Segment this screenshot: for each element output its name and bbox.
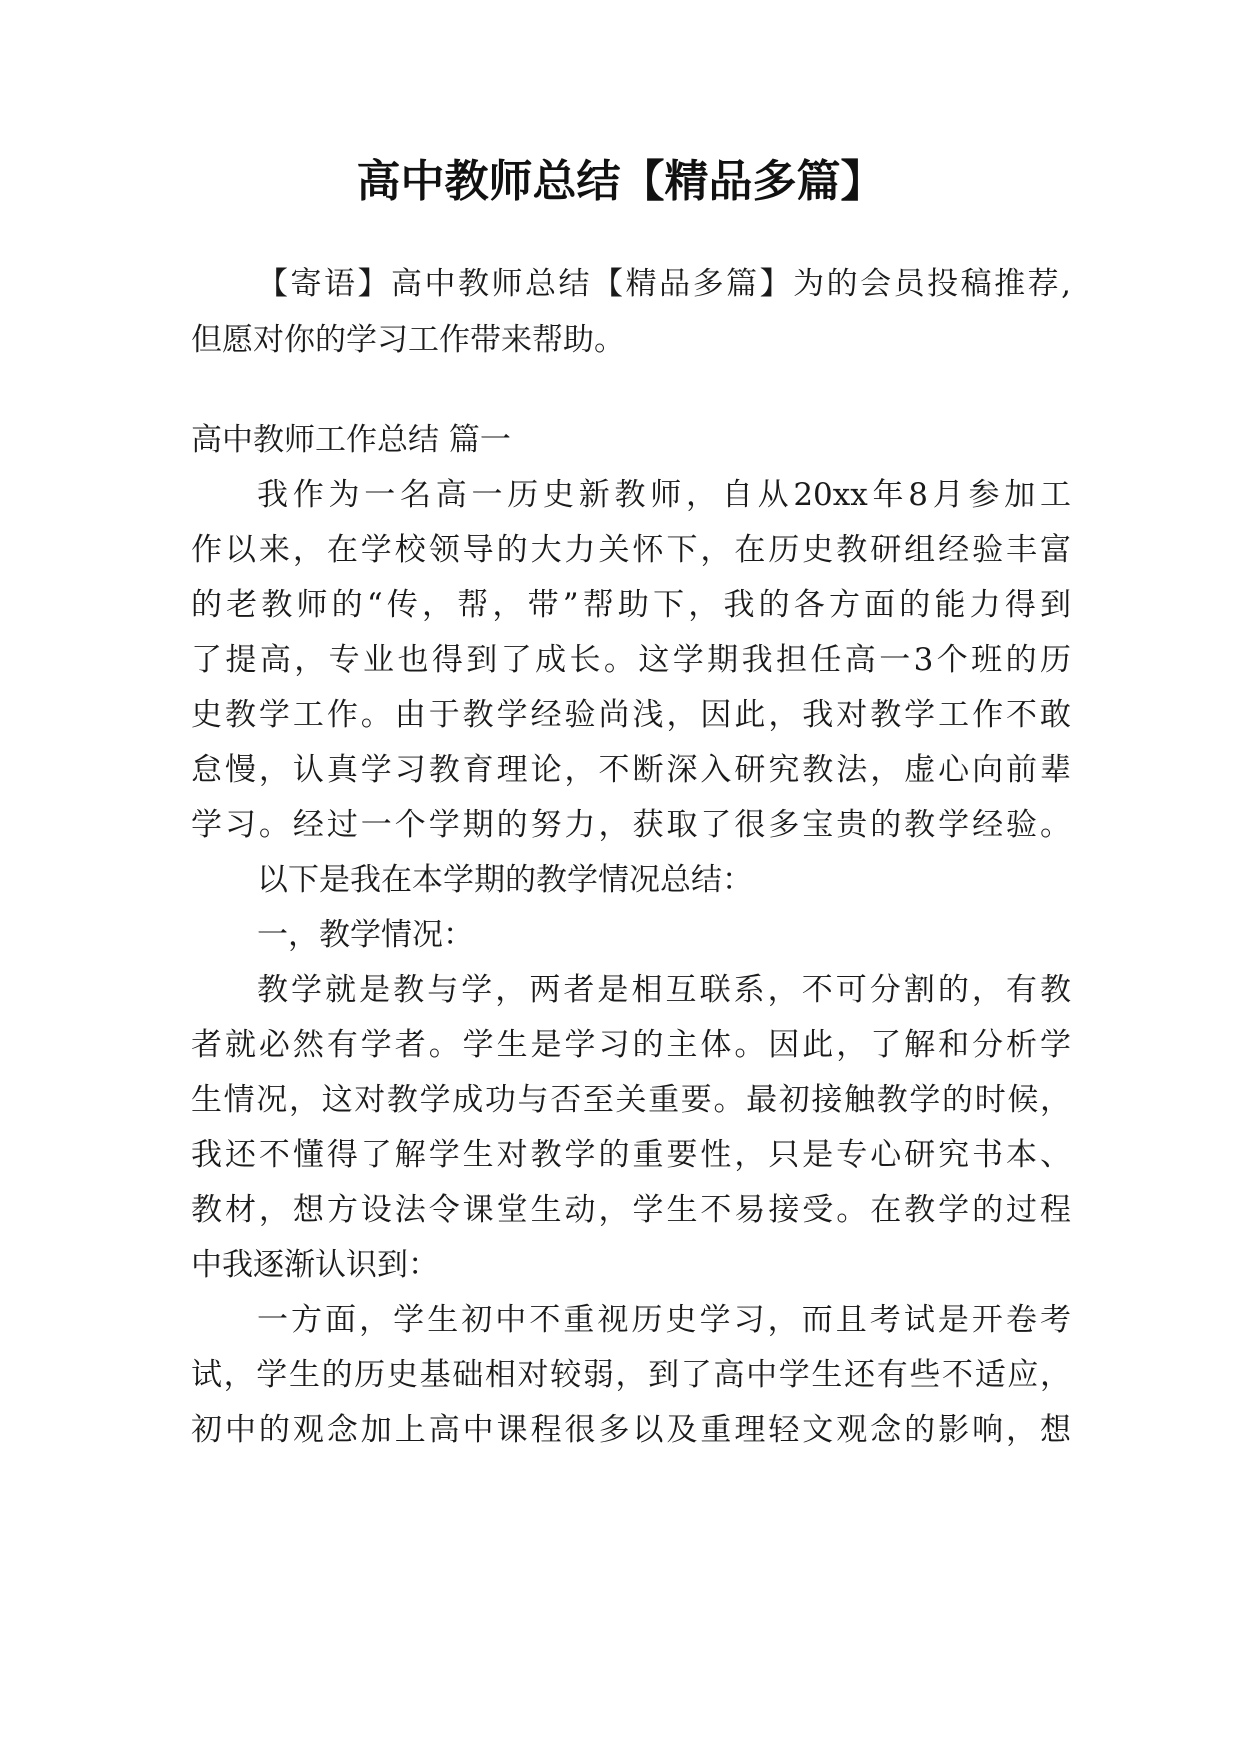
paragraph-line: 我还不懂得了解学生对教学的重要性，只是专心研究书本、 <box>191 1137 1071 1173</box>
paragraph-line: 中我逐渐认识到： <box>191 1247 439 1283</box>
paragraph-line: 初中的观念加上高中课程很多以及重理轻文观念的影响，想 <box>191 1412 1071 1448</box>
section-heading: 高中教师工作总结 篇一 <box>191 422 511 458</box>
paragraph-line: 以下是我在本学期的教学情况总结： <box>257 862 753 898</box>
paragraph-line: 的老教师的“传，帮，带”帮助下，我的各方面的能力得到 <box>191 587 1071 623</box>
paragraph-line: 我作为一名高一历史新教师，自从20xx年8月参加工 <box>257 477 1071 513</box>
document-title: 高中教师总结【精品多篇】 <box>356 156 885 207</box>
intro-line: 【寄语】高中教师总结【精品多篇】为的会员投稿推荐, <box>257 266 1071 302</box>
paragraph-line: 怠慢，认真学习教育理论，不断深入研究教法，虚心向前辈 <box>191 752 1071 788</box>
paragraph-line: 教材，想方设法令课堂生动，学生不易接受。在教学的过程 <box>191 1192 1071 1228</box>
paragraph-line: 试，学生的历史基础相对较弱，到了高中学生还有些不适应， <box>191 1357 1071 1393</box>
paragraph-line: 教学就是教与学，两者是相互联系，不可分割的，有教 <box>257 972 1071 1008</box>
paragraph-line: 者就必然有学者。学生是学习的主体。因此，了解和分析学 <box>191 1027 1071 1063</box>
paragraph-line: 生情况，这对教学成功与否至关重要。最初接触教学的时候， <box>191 1082 1071 1118</box>
paragraph-line: 了提高，专业也得到了成长。这学期我担任高一3个班的历 <box>191 642 1071 678</box>
subheading-line: 一，教学情况： <box>257 917 474 953</box>
paragraph-line: 史教学工作。由于教学经验尚浅，因此，我对教学工作不敢 <box>191 697 1071 733</box>
paragraph-line: 学习。经过一个学期的努力，获取了很多宝贵的教学经验。 <box>191 807 1071 843</box>
intro-line: 但愿对你的学习工作带来帮助。 <box>191 322 625 358</box>
paragraph-line: 作以来，在学校领导的大力关怀下，在历史教研组经验丰富 <box>191 532 1071 568</box>
paragraph-line: 一方面，学生初中不重视历史学习，而且考试是开卷考 <box>257 1302 1071 1338</box>
